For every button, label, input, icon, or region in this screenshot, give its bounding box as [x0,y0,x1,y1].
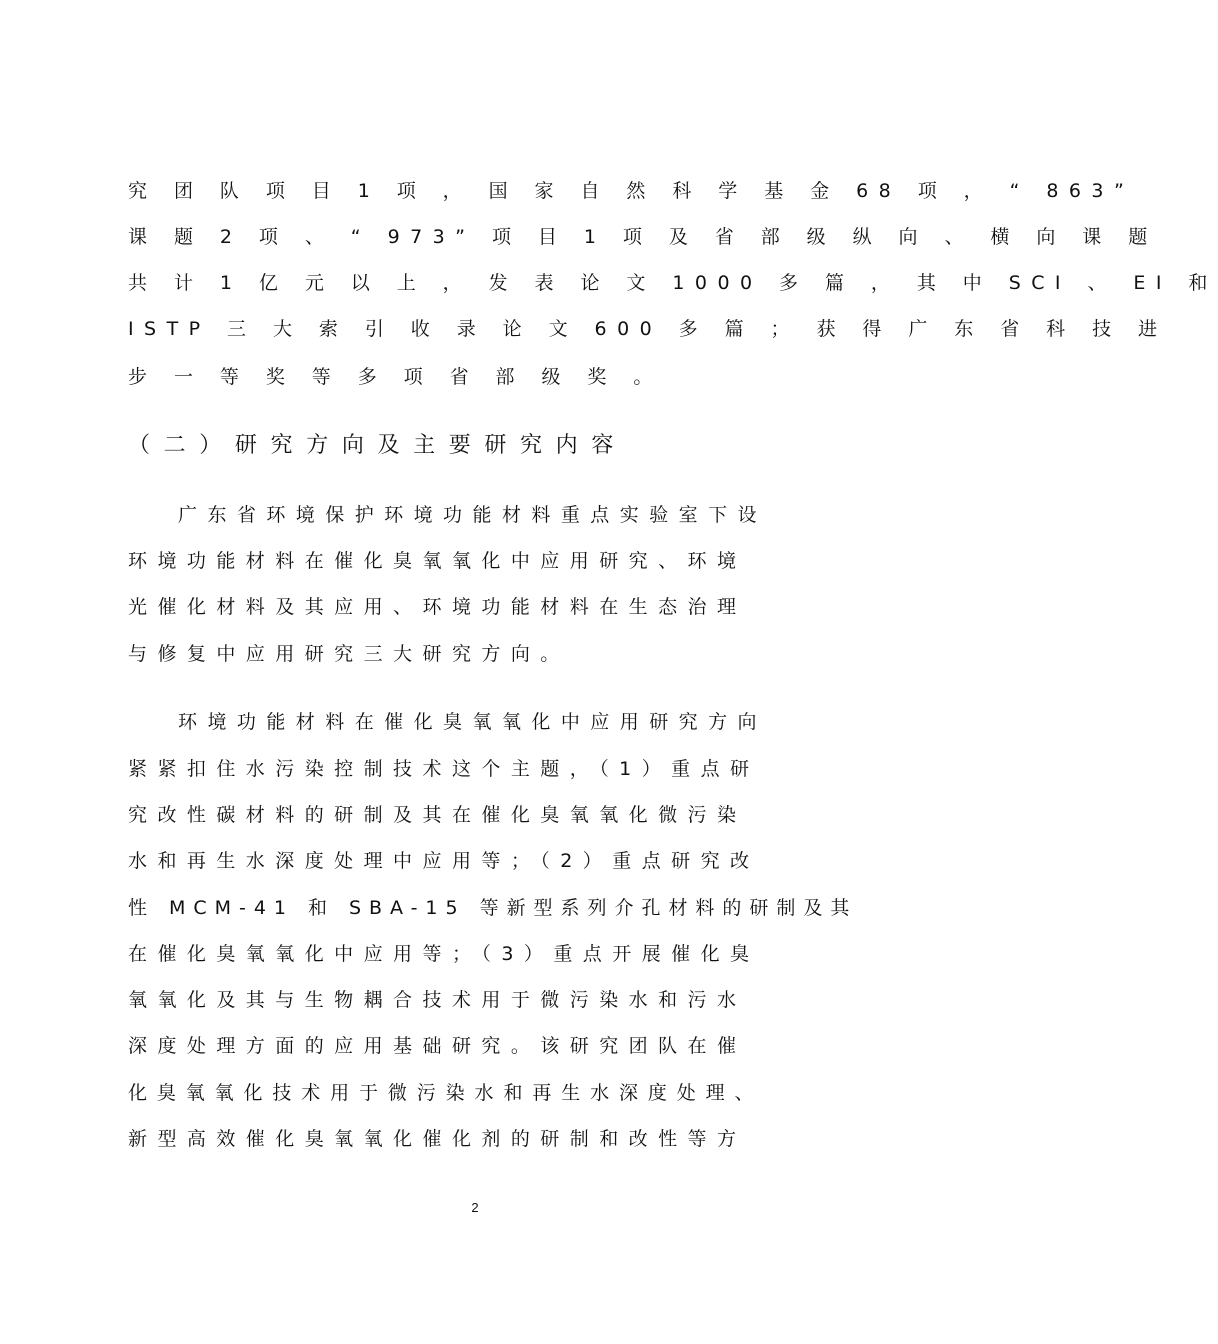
text-line: 新型高效催化臭氧氧化催化剂的研制和改性等方 [128,1128,747,1150]
text-line: 光催化材料及其应用、环境功能材料在生态治理 [128,596,747,618]
section-heading: （二）研究方向及主要研究内容 [128,433,627,458]
text-line: 水和再生水深度处理中应用等；（2）重点研究改 [128,850,760,872]
text-line: ISTP 三 大 索 引 收 录 论 文 600 多 篇 ； 获 得 广 东 省 科 技 进 [128,318,1168,340]
text-line: 究 团 队 项 目 1 项 ， 国 家 自 然 科 学 基 金 68 项 ， “ 863” [128,180,1135,202]
text-line: 与修复中应用研究三大研究方向。 [128,643,570,665]
text-line: 究改性碳材料的研制及其在催化臭氧氧化微污染 [128,804,747,826]
text-line: 广东省环境保护环境功能材料重点实验室下设 [178,504,768,526]
text-line: 性 MCM-41 和 SBA-15 等新型系列介孔材料的研制及其 [128,897,858,919]
page-number: 2 [471,1200,479,1215]
text-line: 深度处理方面的应用基础研究。该研究团队在催 [128,1035,747,1057]
text-line: 步 一 等 奖 等 多 项 省 部 级 奖 。 [128,366,663,388]
text-line: 化臭氧氧化技术用于微污染水和再生水深度处理、 [128,1082,764,1104]
text-line: 环境功能材料在催化臭氧氧化中应用研究、环境 [128,550,747,572]
text-line: 共 计 1 亿 元 以 上 ， 发 表 论 文 1000 多 篇 ， 其 中 SCI 、 EI 和 [128,272,1218,294]
text-line: 在催化臭氧氧化中应用等；（3）重点开展催化臭 [128,943,760,965]
text-line: 氧氧化及其与生物耦合技术用于微污染水和污水 [128,989,747,1011]
text-line: 紧紧扣住水污染控制技术这个主题，（1）重点研 [128,758,760,780]
text-line: 环境功能材料在催化臭氧氧化中应用研究方向 [178,711,768,733]
text-line: 课 题 2 项 、 “ 973” 项 目 1 项 及 省 部 级 纵 向 、 横 向 课 题 [128,226,1158,248]
